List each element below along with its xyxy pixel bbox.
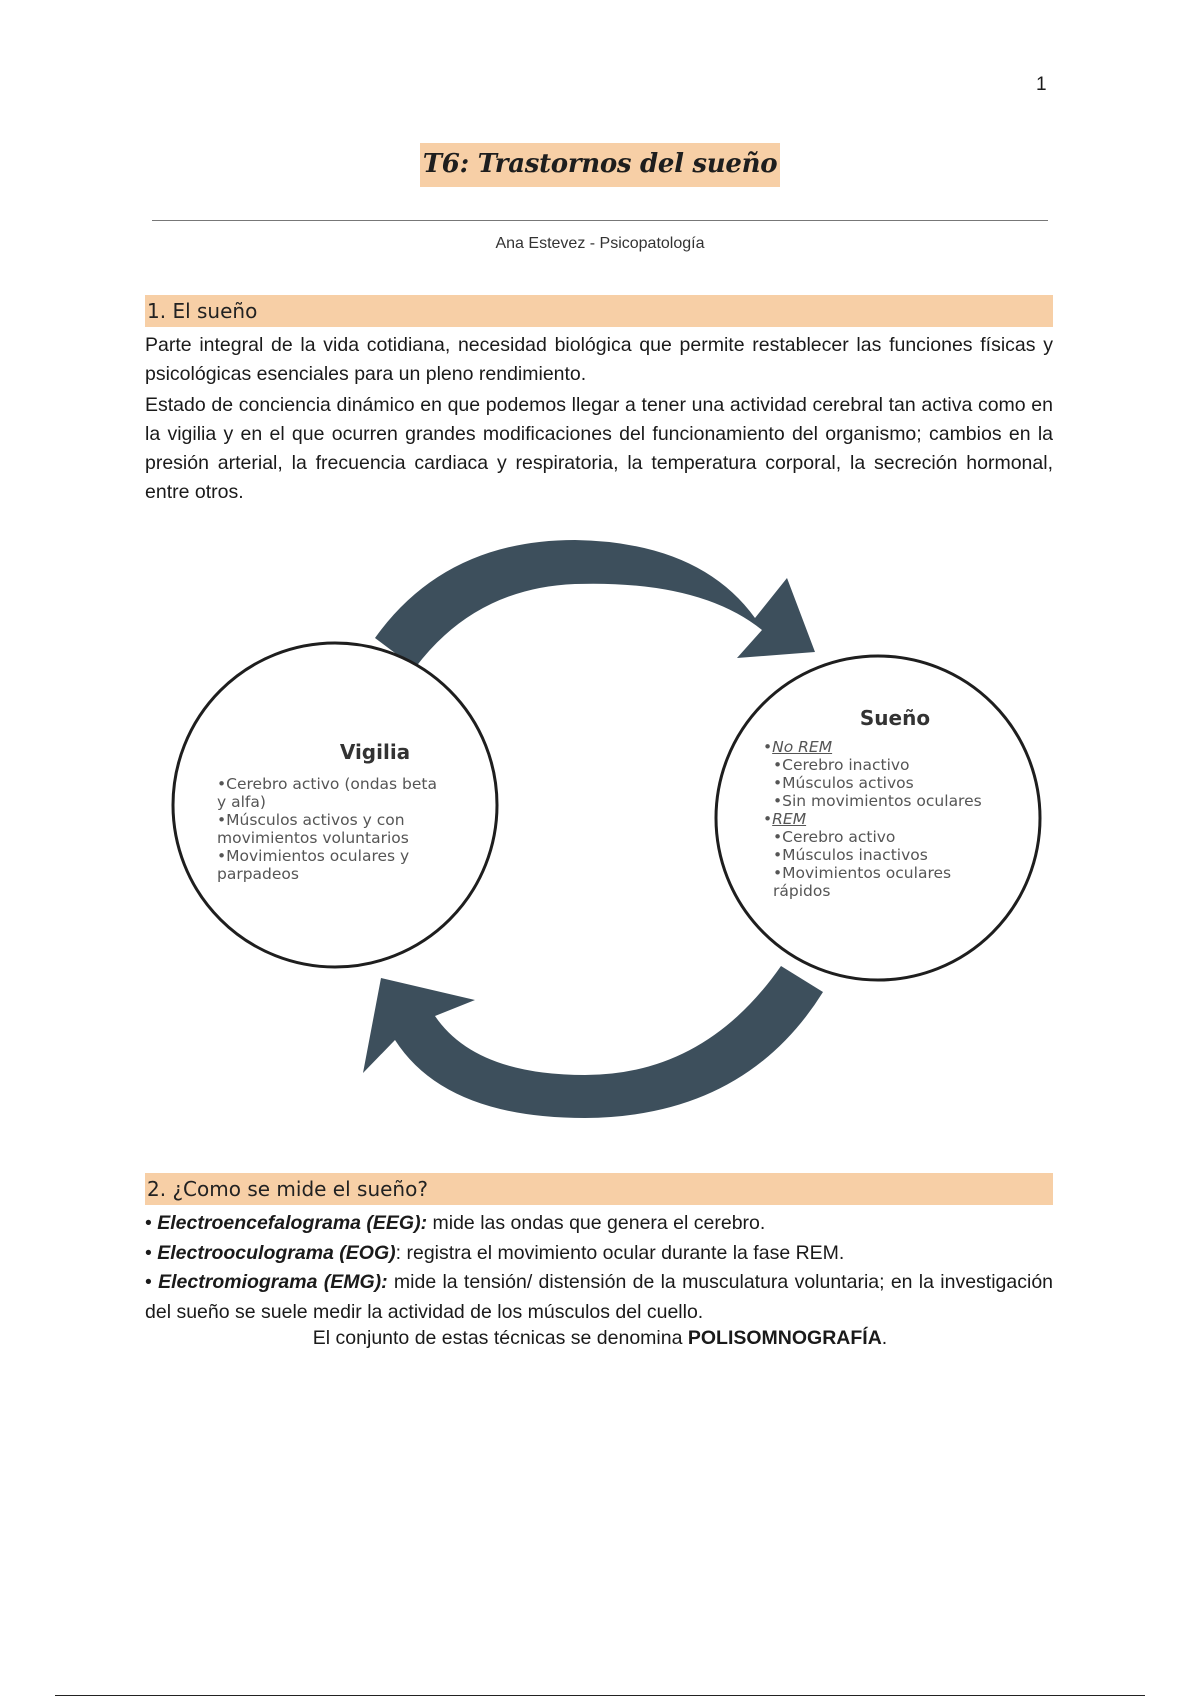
measurement-item: • Electroencefalograma (EEG): mide las ondas que genera el cerebro.: [145, 1212, 766, 1234]
section-1-paragraph-2: Estado de conciencia dinámico en que podemos llegar a tener una actividad cerebral tan activa como en la vigilia y en el que ocurren grandes modificaciones del funcionamiento del organismo; cambios en la presión arterial, la frecuencia cardiaca y respiratoria, la temperatura corporal, la secreción hormonal, entre otros.: [145, 394, 1053, 503]
no-rem-item: •Cerebro inactivo: [773, 756, 910, 774]
page-title: T6: Trastornos del sueño: [420, 143, 781, 187]
sueno-title: Sueño: [859, 706, 931, 730]
arrow-to-sueno: [375, 540, 815, 668]
conclusion-line: El conjunto de estas técnicas se denomina POLISOMNOGRAFÍA.: [312, 1327, 888, 1349]
rem-label: •REM: [763, 810, 807, 828]
no-rem-label: •No REM: [763, 738, 833, 756]
sleep-cycle-diagram: [145, 500, 1053, 1155]
vigilia-item: •Cerebro activo (ondas beta y alfa): [217, 775, 437, 811]
no-rem-item: •Sin movimientos oculares: [773, 792, 982, 810]
page-number: 1: [1036, 74, 1047, 95]
title-container: [0, 143, 1200, 187]
rem-item: •Músculos inactivos: [773, 846, 928, 864]
vigilia-item: •Movimientos oculares y parpadeos: [217, 847, 410, 883]
measurement-item: • Electromiograma (EMG): mide la tensión/ distensión de la musculatura voluntaria; en la investigación del sueño se suele medir la actividad de los músculos del cuello.: [145, 1271, 1054, 1323]
author-line: Ana Estevez - Psicopatología: [495, 235, 705, 252]
measurement-list: [145, 1209, 1053, 1327]
section-2-heading: 2. ¿Como se mide el sueño?: [145, 1173, 1053, 1205]
measurement-item: • Electrooculograma (EOG): registra el movimiento ocular durante la fase REM.: [145, 1241, 845, 1264]
arrow-to-vigilia: [363, 966, 823, 1118]
polisomnografia-term: POLISOMNOGRAFÍA: [687, 1327, 882, 1349]
rem-item: •Cerebro activo: [773, 828, 896, 846]
sueno-list: [763, 738, 1013, 900]
section-1-paragraph-1: Parte integral de la vida cotidiana, necesidad biológica que permite restablecer las funciones físicas y psicológicas esenciales para un pleno rendimiento.: [145, 334, 1053, 385]
header-divider: [152, 220, 1048, 221]
section-1-heading: 1. El sueño: [145, 295, 1053, 327]
no-rem-item: •Músculos activos: [773, 774, 914, 792]
footer-divider: [55, 1695, 1145, 1696]
vigilia-item: •Músculos activos y con movimientos voluntarios: [217, 811, 409, 847]
rem-item: •Movimientos oculares rápidos: [773, 864, 952, 900]
vigilia-title: Vigilia: [339, 740, 411, 764]
vigilia-list: [217, 775, 437, 883]
